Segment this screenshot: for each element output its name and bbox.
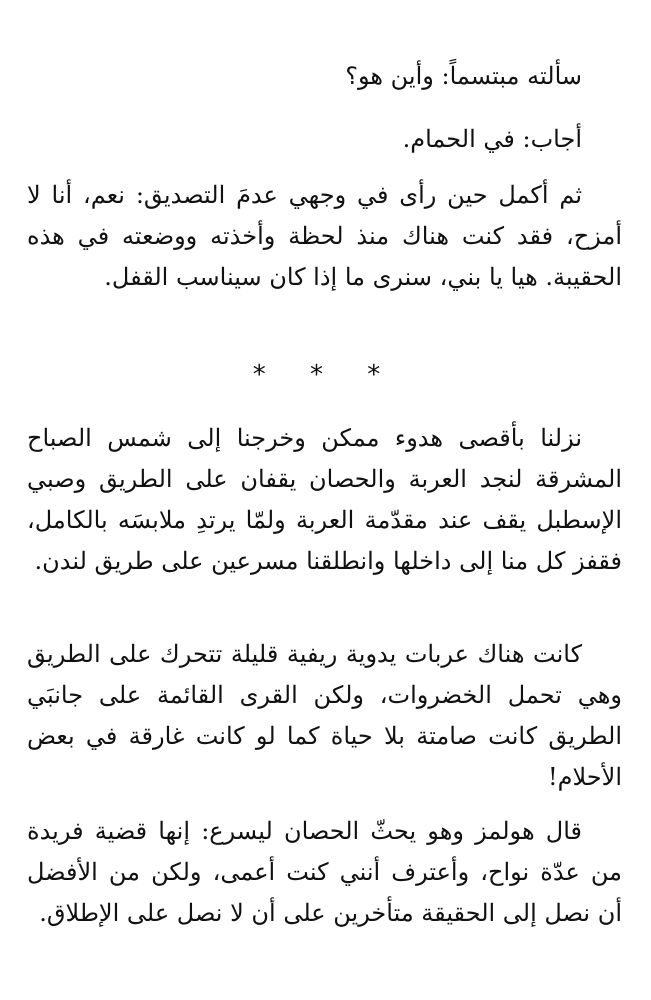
paragraph-departure: نزلنا بأقصى هدوء ممكن وخرجنا إلى شمس الصباح المشرقة لنجد العربة والحصان يقفان على الطريق وصبي الإسطبل يقف عند مقدّمة العربة ولمّا يرتدِ ملابسَه بالكامل، فقفز كل منا إلى داخلها وانطلقنا مسرعين على طريق لندن. [27, 424, 622, 575]
paragraph-road: كانت هناك عربات يدوية ريفية قليلة تتحرك على الطريق وهي تحمل الخضروات، ولكن القرى القائمة على جانبَي الطريق كانت صامتة بلا حياة كما لو كانت غارقة في بعض الأحلام! [27, 640, 622, 791]
paragraph-holmes: قال هولمز وهو يحثّ الحصان ليسرع: إنها قضية فريدة من عدّة نواح، وأعترف أنني كنت أعمى، ولكن من الأفضل أن نصل إلى الحقيقة متأخرين على أن لا نصل على الإطلاق. [27, 817, 622, 927]
paragraph-explanation: ثم أكمل حين رأى في وجهي عدمَ التصديق: نعم، أنا لا أمزح، فقد كنت هناك منذ لحظة وأخذته ووضعته في هذه الحقيبة. هيا يا بني، سنرى ما إذا كان سيناسب القفل. [27, 181, 622, 291]
paragraph-answer: أجاب: في الحمام. [402, 125, 582, 153]
paragraph-question: سألته مبتسماً: وأين هو؟ [345, 62, 582, 90]
section-divider: * * * [252, 360, 399, 390]
